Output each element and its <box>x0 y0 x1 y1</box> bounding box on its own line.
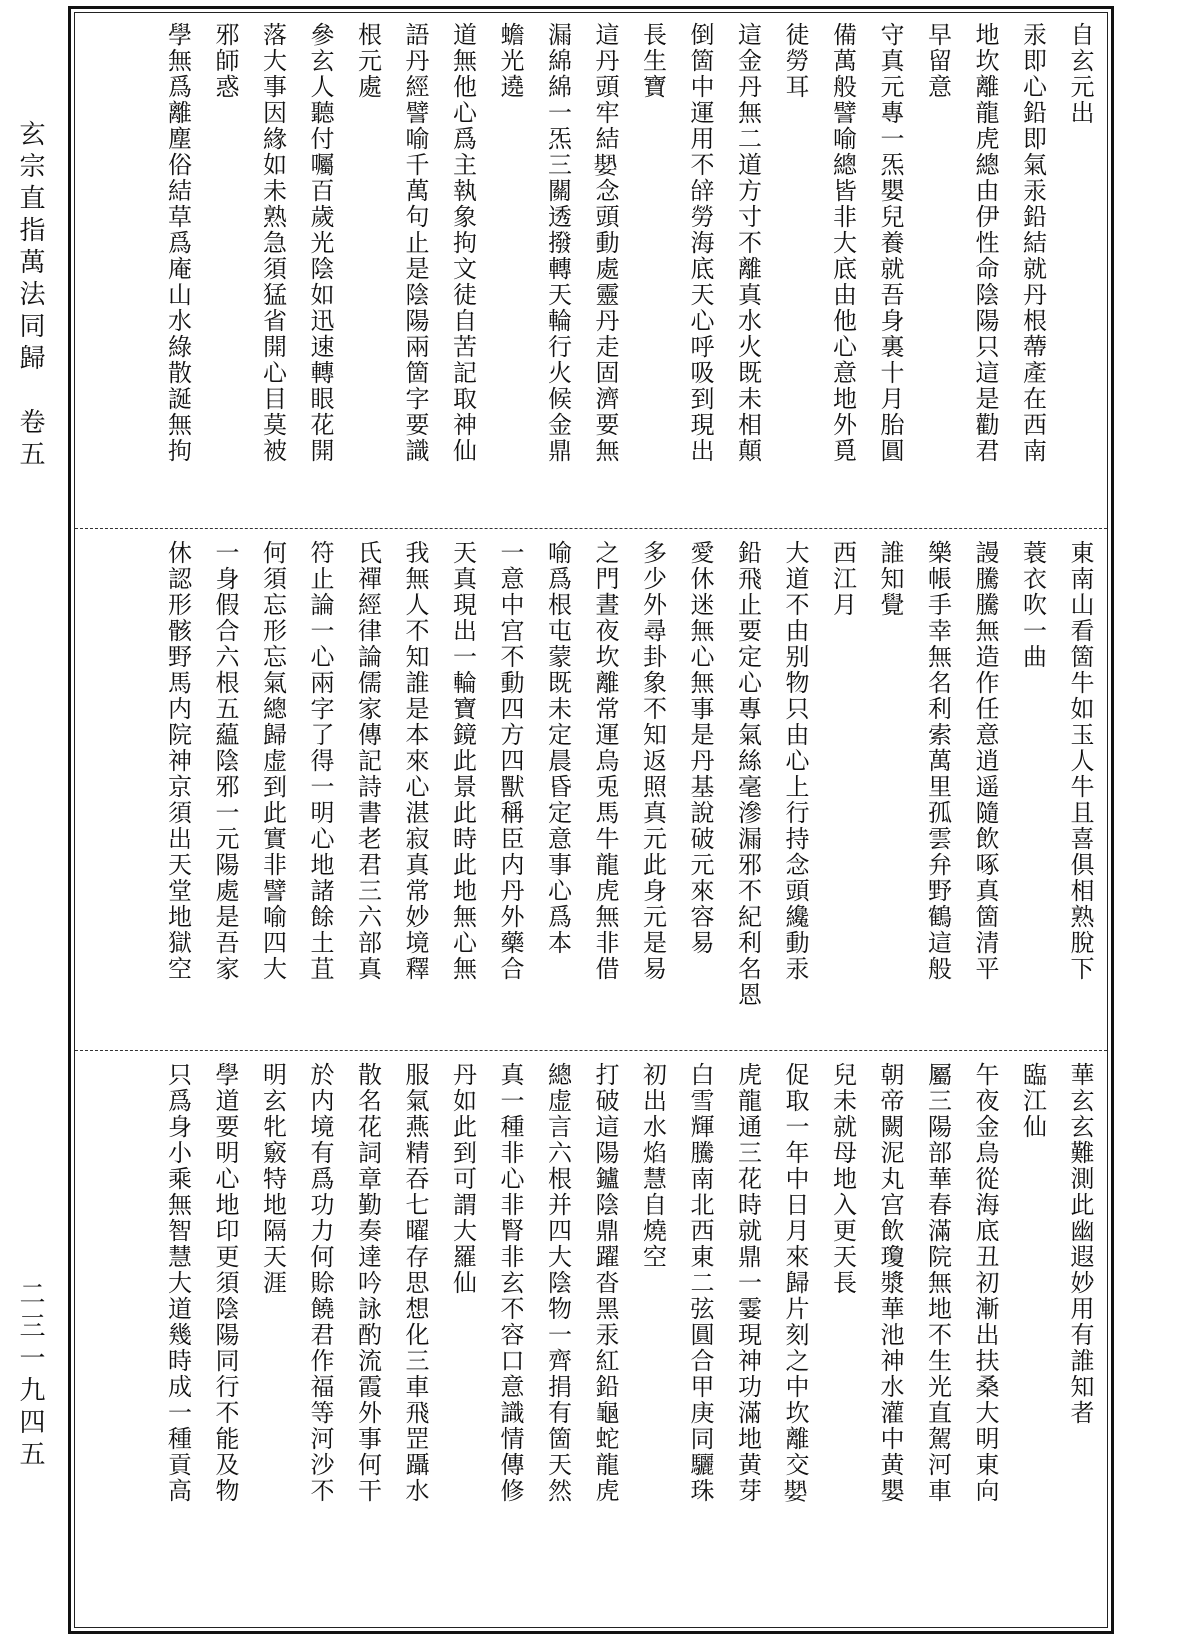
text-column: 漏綿綿一炁三關透撥轉天輪行火候金鼎 <box>543 22 572 464</box>
text-column: 西江月 <box>828 540 857 618</box>
text-column: 蓑衣吹一曲 <box>1018 540 1047 670</box>
text-column: 華玄玄難測此幽遐妙用有誰知者 <box>1066 1062 1094 1426</box>
margin-page-number: 二三一九四五 <box>15 1280 45 1472</box>
text-column: 只爲身小乘無智慧大道幾時成一種貢高 <box>163 1062 192 1504</box>
text-column: 符止論一心兩字了得一明心地諸餘土苴 <box>306 540 334 982</box>
text-column: 臨江仙 <box>1018 1062 1047 1140</box>
text-column: 地坎離龍虎總由伊性命陰陽只這是勸君 <box>971 22 999 464</box>
text-column: 於内境有爲功力何賒饒君作福等河沙不 <box>306 1062 334 1504</box>
text-column: 天真現出一輪寶鏡此景此時此地無心無 <box>448 540 477 982</box>
text-column: 真一種非心非腎非玄不容口意識情傳修 <box>496 1062 524 1504</box>
text-column: 蟾光遶 <box>496 22 524 100</box>
text-column: 長生寶 <box>638 22 667 100</box>
text-column: 語丹經譬喻千萬句止是陰陽兩箇字要識 <box>401 22 429 464</box>
text-column: 邪師惑 <box>211 22 239 100</box>
text-column: 散名花詞章勤奏達吟詠酌流霞外事何干 <box>353 1062 382 1504</box>
text-column: 汞即心鉛即氣汞鉛結就丹根蔕產在西南 <box>1018 22 1047 464</box>
text-column: 總虚言六根并四大陰物一齊捐有箇天然 <box>543 1062 572 1504</box>
text-column: 兒未就母地入更天長 <box>828 1062 857 1296</box>
text-column: 落大事因緣如未熟急須猛省開心目莫被 <box>258 22 287 464</box>
text-column: 休認形骸野馬内院神京須出天堂地獄空 <box>163 540 192 982</box>
text-column: 白雪輝騰南北西東二弦圓合甲庚同驪珠 <box>686 1062 714 1504</box>
text-column: 之門晝夜坎離常運烏兎馬牛龍虎無非借 <box>591 540 619 982</box>
text-column: 鉛飛止要定心專氣絲毫滲漏邪不紀利名恩 <box>733 540 762 1008</box>
text-column: 一身假合六根五藴陰邪一元陽處是吾家 <box>211 540 239 982</box>
text-column: 樂帳手幸無名利索萬里孤雲弁野鶴這般 <box>923 540 952 982</box>
text-column: 備萬般譬喻總皆非大底由他心意地外覓 <box>828 22 857 464</box>
text-column: 打破這陽鑪陰鼎躍沓黑汞紅鉛龜蛇龍虎 <box>591 1062 619 1504</box>
text-column: 東南山看箇牛如玉人牛且喜俱相熟脫下 <box>1066 540 1094 982</box>
text-column: 喻爲根屯蒙既未定晨昏定意事心爲本 <box>543 540 572 956</box>
text-column: 這丹頭牢結𡢁念頭動處靈丹走固濟要無 <box>591 22 619 464</box>
text-column: 誰知覺 <box>876 540 904 618</box>
text-column: 早留意 <box>923 22 952 100</box>
margin-title: 玄宗直指萬法同歸 卷五 <box>15 120 45 472</box>
text-column: 氏禪經律論儒家傳記詩書老君三六部真 <box>353 540 382 982</box>
text-column: 朝帝闕泥丸宫飲瓊漿華池神水灌中黄嬰 <box>876 1062 904 1504</box>
text-column: 徒勞耳 <box>781 22 809 100</box>
text-column: 明玄牝竅特地隔天涯 <box>258 1062 287 1296</box>
text-column: 大道不由别物只由心上行持念頭纔動汞 <box>781 540 809 982</box>
text-column: 我無人不知誰是本來心湛寂真常妙境釋 <box>401 540 429 982</box>
text-column: 謾騰騰無造作任意逍遥隨飲啄真箇清平 <box>971 540 999 982</box>
text-column: 多少外尋卦象不知返照真元此身元是易 <box>638 540 667 982</box>
text-column: 午夜金烏從海底丑初漸出扶桑大明東向 <box>971 1062 999 1504</box>
text-column: 促取一年中日月來歸片刻之中坎離交𡢁 <box>781 1062 809 1504</box>
text-column: 愛休迷無心無事是丹基說破元來容易 <box>686 540 714 956</box>
text-column: 道無他心爲主執象拘文徒自苦記取神仙 <box>448 22 477 464</box>
text-column: 屬三陽部華春滿院無地不生光直駕河車 <box>923 1062 952 1504</box>
text-column: 學道要明心地印更須陰陽同行不能及物 <box>211 1062 239 1504</box>
text-column: 自玄元出 <box>1066 22 1094 126</box>
text-column: 丹如此到可謂大羅仙 <box>448 1062 477 1296</box>
text-column: 何須忘形忘氣總歸虚到此實非譬喻四大 <box>258 540 287 982</box>
text-column: 守真元專一炁嬰兒養就吾身裏十月胎圓 <box>876 22 904 464</box>
text-column: 初出水焰慧自燒空 <box>638 1062 667 1270</box>
text-column: 參玄人聽付囑百歲光陰如迅速轉眼花開 <box>306 22 334 464</box>
text-column: 學無爲離塵俗結草爲庵山水綠散誕無拘 <box>163 22 192 464</box>
text-column: 服氣燕精吞七曜存思想化三車飛罡躡水 <box>401 1062 429 1504</box>
text-column: 虎龍通三花時就鼎一霎現神功滿地黄芽 <box>733 1062 762 1504</box>
text-column: 一意中宫不動四方四獸稱臣内丹外藥合 <box>496 540 524 982</box>
text-column: 根元處 <box>353 22 382 100</box>
text-column: 倒箇中運用不辝勞海底天心呼吸到現出 <box>686 22 714 464</box>
text-column: 這金丹無二道方寸不離真水火既未相顛 <box>733 22 762 464</box>
